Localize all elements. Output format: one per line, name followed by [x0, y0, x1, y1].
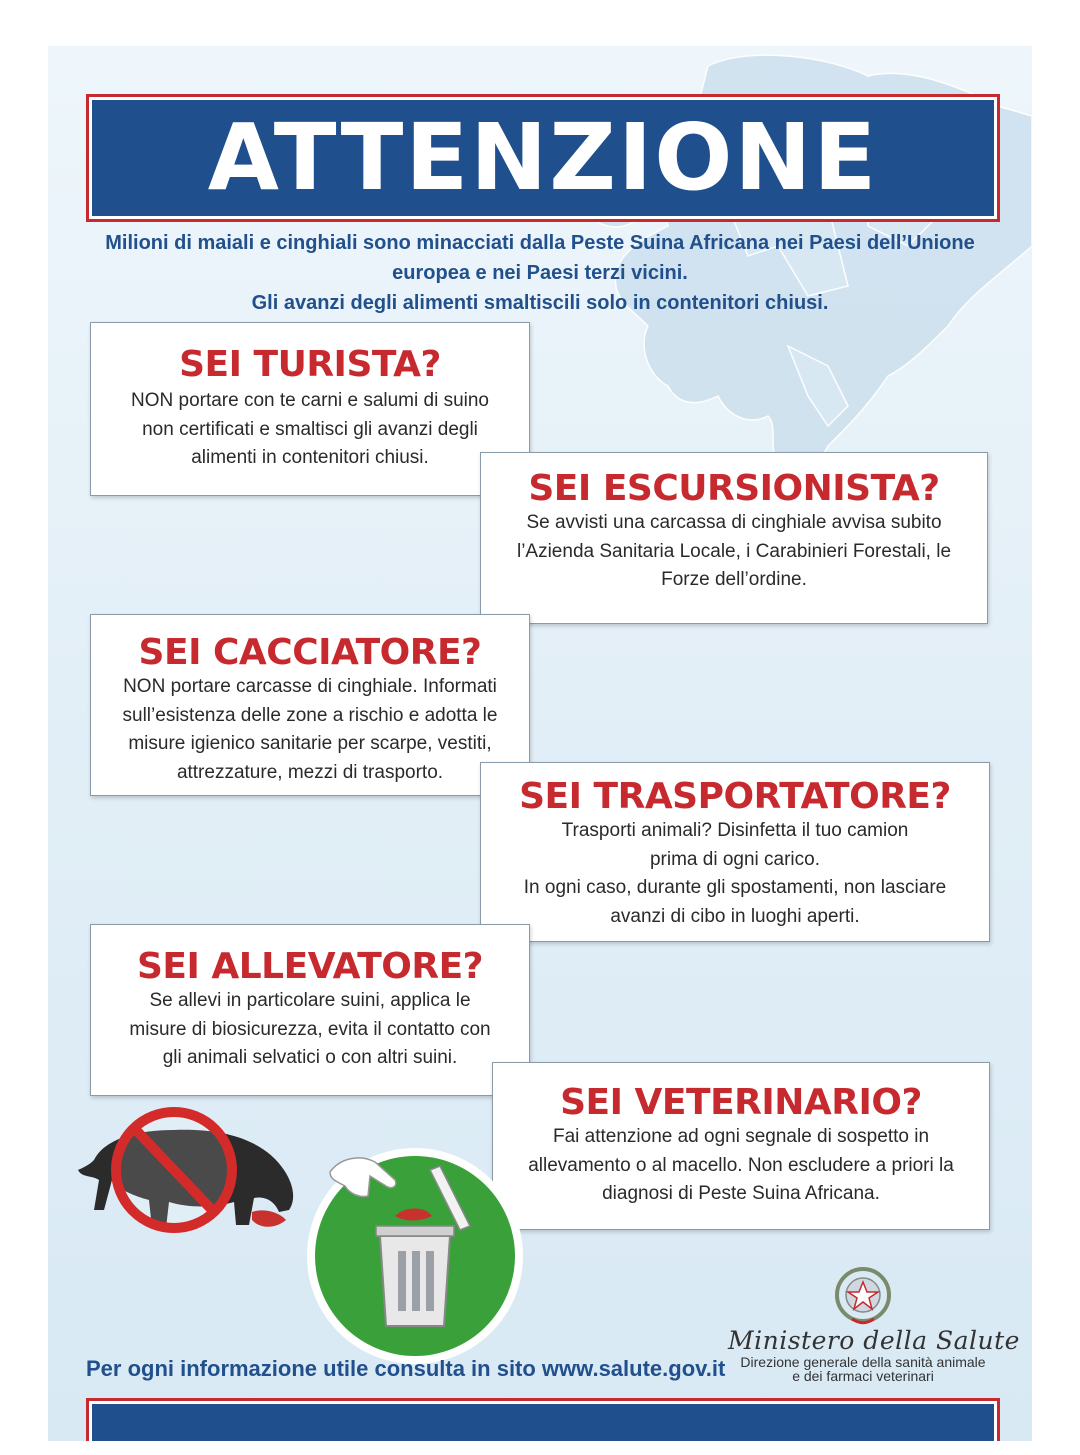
poster [48, 46, 1032, 1441]
card-veterinario [492, 1062, 990, 1230]
ministry-sub: Direzione generale della sanità animale [740, 1354, 986, 1370]
card-line: diagnosi di Peste Suina Africana. [602, 1183, 880, 1204]
card-line: attrezzature, mezzi di trasporto. [176, 761, 444, 783]
card-cacciatore [90, 614, 530, 796]
emblem-icon [832, 1264, 894, 1326]
card-line: avanzi di cibo in luoghi aperti. [610, 905, 860, 927]
intro-line: Milioni di maiali e cinghiali sono minacciati dalla Peste Suina Africana nei Paesi dell’Unione [105, 232, 975, 254]
card-line: Trasporti animali? Disinfetta il tuo camion [561, 820, 909, 841]
card-trasportatore [480, 762, 990, 942]
card-title: SEI VETERINARIO? [560, 1082, 922, 1123]
card-title: SEI ALLEVATORE? [136, 946, 484, 987]
no-wild-boar-icon [74, 1100, 304, 1240]
card-escursionista [480, 452, 988, 624]
card-line: alimenti in contenitori chiusi. [191, 447, 429, 468]
waste-bin-icon [300, 1136, 530, 1366]
card-line: non certificati e smaltisci gli avanzi degli [142, 418, 478, 440]
card-turista [90, 322, 530, 496]
card-line: allevamento o al macello. Non escludere a priori la [528, 1154, 954, 1176]
card-line: prima di ogni carico. [649, 848, 821, 870]
ministry-name: Ministero della Salute [728, 1326, 1020, 1355]
attention-banner [86, 94, 1000, 222]
card-line: Fai attenzione ad ogni segnale di sospetto in [552, 1126, 930, 1147]
card-title: SEI CACCIATORE? [138, 632, 482, 673]
card-line: gli animali selvatici o con altri suini. [162, 1047, 458, 1068]
card-title: SEI TURISTA? [179, 344, 441, 385]
intro-line: Gli avanzi degli alimenti smaltiscili solo in contenitori chiusi. [251, 292, 829, 314]
footer-info: Per ogni informazione utile consulta in sito www.salute.gov.it [86, 1356, 726, 1381]
card-title: SEI ESCURSIONISTA? [528, 468, 940, 509]
bottom-bar [86, 1398, 1000, 1441]
card-line: misure igienico sanitarie per scarpe, vestiti, [128, 733, 492, 754]
card-line: Forze dell’ordine. [661, 569, 807, 590]
ministry-sub: e dei farmaci veterinari [792, 1368, 934, 1384]
card-allevatore [90, 924, 530, 1096]
card-line: misure di biosicurezza, evita il contatto con [129, 1018, 491, 1040]
card-title: SEI TRASPORTATORE? [519, 776, 951, 817]
card-line: NON portare carcasse di cinghiale. Informati [123, 676, 497, 697]
card-line: Se avvisti una carcassa di cinghiale avvisa subito [526, 512, 942, 533]
card-line: Se allevi in particolare suini, applica le [149, 990, 471, 1011]
card-line: l’Azienda Sanitaria Locale, i Carabinieri Forestali, le [516, 540, 952, 562]
banner-title: ATTENZIONE [207, 104, 879, 211]
intro-text [68, 228, 1012, 318]
ministry-block [728, 1326, 1020, 1384]
card-line: sull’esistenza delle zone a rischio e adotta le [122, 704, 498, 726]
card-line: In ogni caso, durante gli spostamenti, non lasciare [523, 877, 947, 898]
intro-line: europea e nei Paesi terzi vicini. [392, 262, 688, 284]
card-line: NON portare con te carni e salumi di suino [131, 390, 489, 411]
